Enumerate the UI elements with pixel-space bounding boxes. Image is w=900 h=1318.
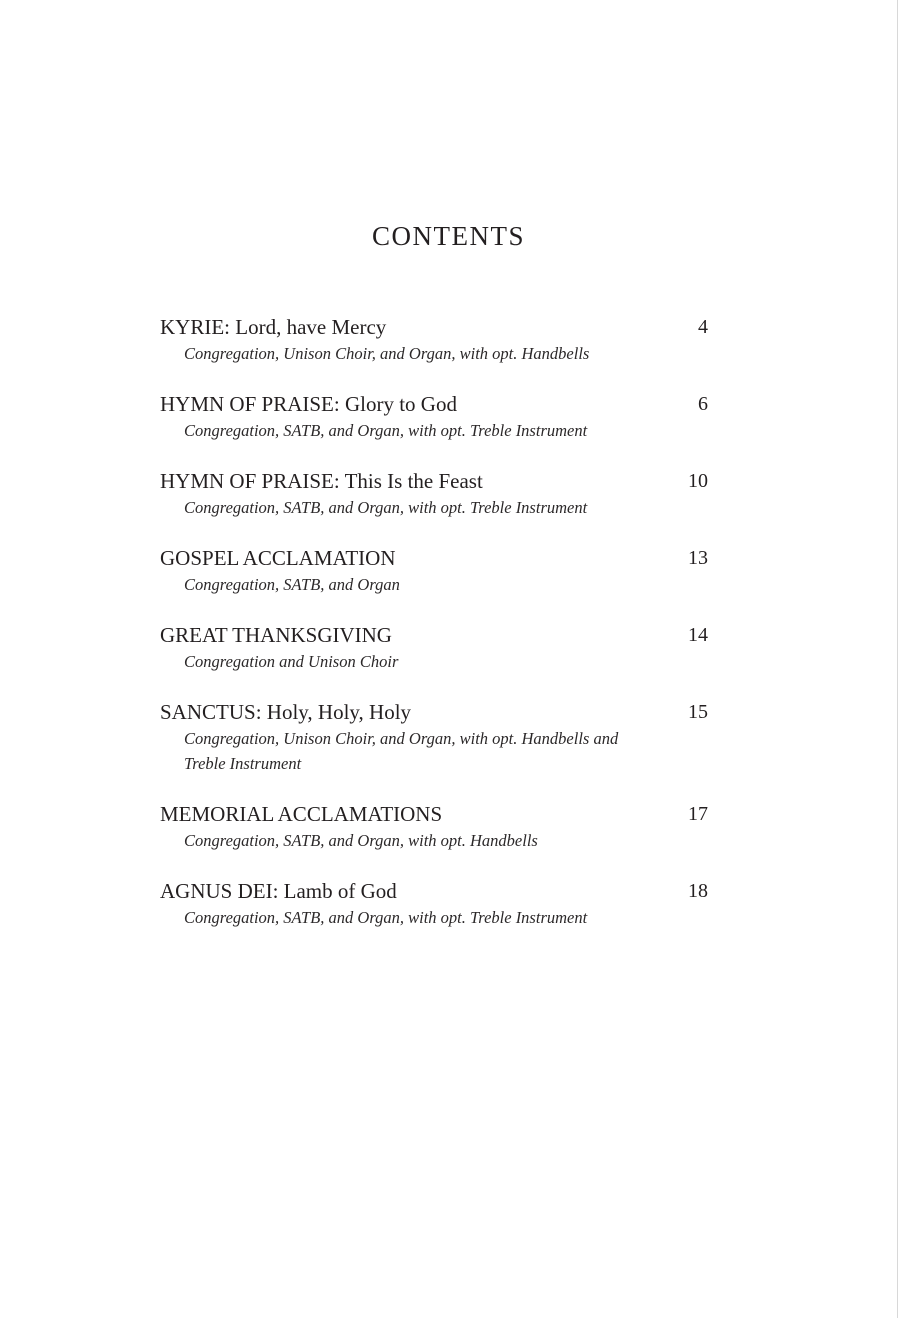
toc-entry-page-number: 10 xyxy=(688,470,708,492)
toc-entry-title: GOSPEL ACCLAMATION xyxy=(160,546,396,570)
toc-entry xyxy=(160,698,708,776)
toc-entry-description: Congregation, Unison Choir, and Organ, with opt. Handbells xyxy=(184,344,590,363)
toc-entry-page-number: 15 xyxy=(688,701,708,723)
toc-entry xyxy=(160,313,708,366)
toc-entry xyxy=(160,544,708,597)
toc-entry-description: Congregation, SATB, and Organ, with opt. Treble Instrument xyxy=(184,498,588,517)
toc-entry-title: HYMN OF PRAISE: This Is the Feast xyxy=(160,469,483,493)
toc-entry xyxy=(160,467,708,520)
toc-entry-title: GREAT THANKSGIVING xyxy=(160,623,392,647)
toc-entry-title: HYMN OF PRAISE: Glory to God xyxy=(160,392,457,416)
toc-entry-description: Congregation, SATB, and Organ, with opt. Treble Instrument xyxy=(184,421,588,440)
toc-entry-description: Congregation, Unison Choir, and Organ, with opt. Handbells and Treble Instrument xyxy=(184,729,619,773)
toc-entry-page-number: 18 xyxy=(688,880,708,902)
toc-entry-title: AGNUS DEI: Lamb of God xyxy=(160,879,397,903)
table-of-contents xyxy=(160,313,708,954)
toc-entry-description: Congregation, SATB, and Organ xyxy=(184,575,400,594)
toc-entry xyxy=(160,621,708,674)
toc-entry-page-number: 13 xyxy=(688,547,708,569)
toc-entry-page-number: 4 xyxy=(698,316,708,338)
toc-entry xyxy=(160,800,708,853)
toc-entry-description: Congregation and Unison Choir xyxy=(184,652,399,671)
toc-entry-description: Congregation, SATB, and Organ, with opt. Handbells xyxy=(184,831,538,850)
toc-entry-page-number: 6 xyxy=(698,393,708,415)
toc-entry xyxy=(160,390,708,443)
page-title: CONTENTS xyxy=(372,221,525,251)
toc-entry-title: MEMORIAL ACCLAMATIONS xyxy=(160,802,443,826)
toc-entry xyxy=(160,877,708,930)
toc-entry-page-number: 17 xyxy=(688,803,708,825)
toc-entry-title: SANCTUS: Holy, Holy, Holy xyxy=(160,700,412,724)
toc-entry-title: KYRIE: Lord, have Mercy xyxy=(160,315,387,339)
toc-entry-page-number: 14 xyxy=(688,624,708,646)
toc-entry-description: Congregation, SATB, and Organ, with opt. Treble Instrument xyxy=(184,908,588,927)
